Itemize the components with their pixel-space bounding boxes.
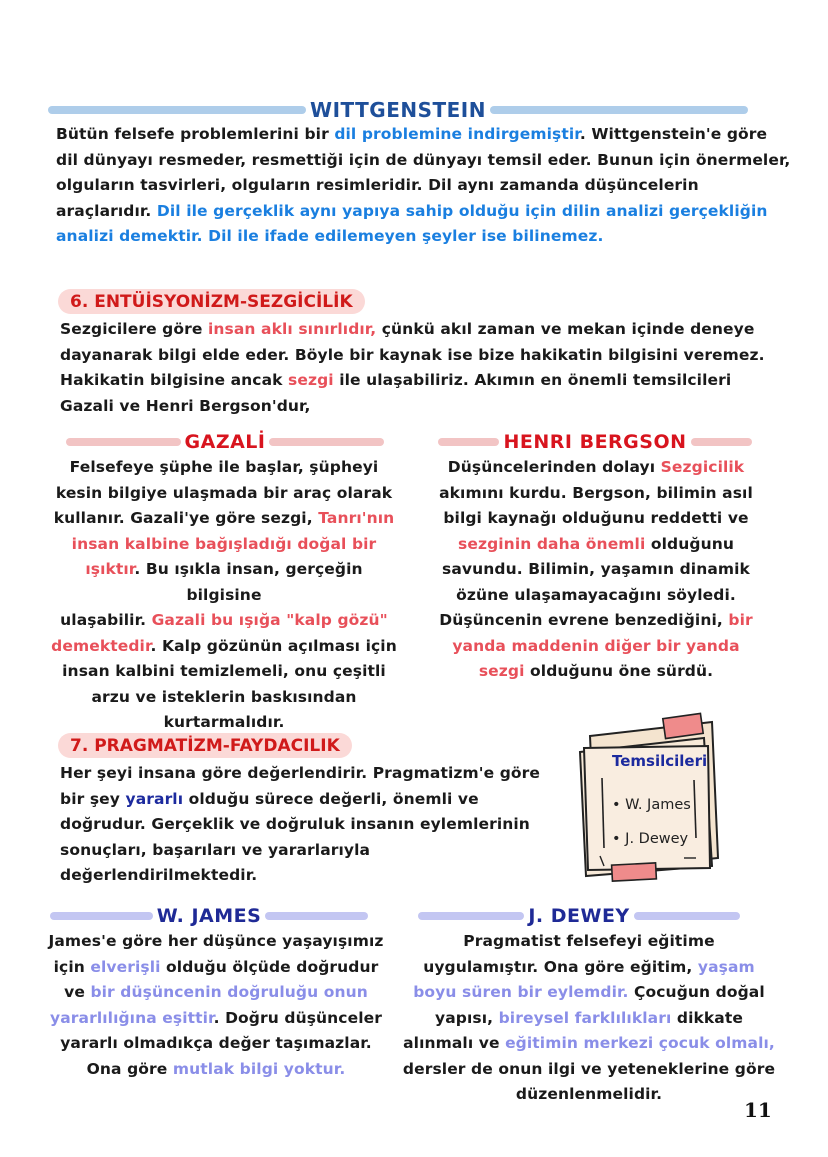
text-line — [56, 122, 796, 148]
james-body — [40, 929, 392, 1082]
text-line — [56, 224, 796, 250]
text-line — [46, 506, 402, 532]
text-line — [60, 863, 560, 889]
text-line — [46, 710, 402, 736]
body-text: çünkü akıl zaman ve mekan içinde deneye — [376, 320, 755, 338]
highlighted-text: bir düşüncenin doğruluğu onun — [90, 983, 368, 1001]
highlighted-text: bir — [728, 611, 753, 629]
text-line — [396, 1057, 782, 1083]
text-line — [40, 1057, 392, 1083]
body-text: . Doğru düşünceler — [213, 1008, 382, 1027]
pragmatism-body — [60, 761, 560, 889]
intuitionism-body — [60, 317, 800, 419]
body-text: savundu. Bilimin, yaşamın dinamik — [442, 560, 750, 578]
body-text: doğrudur. Gerçeklik ve doğruluk insanın eylemlerinin — [60, 815, 530, 833]
text-line — [418, 455, 774, 481]
text-line — [46, 634, 402, 660]
text-line — [396, 1031, 782, 1057]
note-title: Temsilcileri — [612, 752, 708, 770]
body-text: olduğu sürece değerli, önemli ve — [183, 789, 479, 808]
divider — [418, 912, 524, 920]
dewey-header — [418, 905, 740, 927]
divider — [438, 438, 499, 446]
body-text: . Bu ışıkla insan, gerçeğin bilgisine — [134, 560, 363, 604]
text-line — [60, 838, 560, 864]
text-line — [60, 317, 800, 343]
divider — [490, 106, 748, 114]
highlighted-text: yararlılığına eşittir — [50, 1008, 214, 1027]
text-line — [396, 1082, 782, 1108]
highlighted-text: insan aklı sınırlıdır, — [207, 320, 377, 338]
body-text: için — [53, 957, 91, 976]
body-text: Felsefeye şüphe ile başlar, şüpheyi — [69, 458, 379, 476]
body-text: . Wittgenstein'e göre — [579, 125, 768, 143]
james-header — [50, 905, 368, 927]
section-title: HENRI BERGSON — [503, 431, 687, 453]
text-line — [46, 659, 402, 685]
note-list — [612, 788, 691, 856]
representatives-note — [572, 708, 732, 883]
highlighted-text: Tanrı'nın — [318, 509, 395, 527]
text-line — [396, 929, 782, 955]
text-line — [418, 557, 774, 583]
divider — [265, 912, 368, 920]
text-line — [40, 955, 392, 981]
body-text: olduğu ölçüde doğrudur — [160, 957, 379, 976]
text-line — [418, 532, 774, 558]
divider — [269, 438, 384, 446]
bergson-body — [418, 455, 774, 685]
body-text: Ona göre — [86, 1059, 173, 1078]
body-text: arzu ve isteklerin baskısından — [91, 687, 357, 706]
pragmatism-header — [58, 733, 352, 758]
body-text: akımını kurdu. Bergson, bilimin asıl — [439, 483, 753, 502]
body-text: sonuçları, başarıları ve yararlarıyla — [60, 840, 371, 859]
body-text: kullanır. Gazali'ye göre sezgi, — [53, 509, 319, 527]
body-text: Pragmatist felsefeyi eğitime — [463, 932, 715, 950]
text-line — [60, 368, 800, 394]
highlighted-text: Dil ile gerçeklik aynı yapıya sahip olduğu için dilin analizi gerçekliğin — [156, 201, 768, 220]
body-text: ile ulaşabiliriz. Akımın en önemli temsilcileri — [333, 371, 732, 389]
body-text: özüne ulaşamayacağını söyledi. — [456, 585, 736, 604]
text-line — [418, 634, 774, 660]
body-text: kesin bilgiye ulaşmada bir araç olarak — [55, 483, 393, 502]
body-text: Her şeyi insana göre değerlendirir. Pragmatizm'e göre — [60, 764, 541, 782]
highlighted-text: ışıktır — [85, 560, 135, 578]
text-line — [396, 1006, 782, 1032]
body-text: araçlarıdır. — [56, 201, 157, 220]
text-line — [56, 173, 796, 199]
highlighted-text: demektedir — [51, 636, 151, 655]
highlighted-text: Sezgicilik — [660, 458, 745, 476]
body-text: dikkate — [671, 1008, 743, 1027]
divider — [50, 912, 153, 920]
text-line — [60, 761, 560, 787]
highlighted-text: bireysel farklılıkları — [498, 1008, 672, 1027]
text-line — [60, 343, 800, 369]
highlighted-text: insan kalbine bağışladığı doğal bir — [71, 534, 377, 553]
body-text: Sezgicilere göre — [60, 320, 208, 338]
text-line — [60, 812, 560, 838]
page-number: 11 — [744, 1098, 772, 1122]
highlighted-text: sezgi — [288, 371, 334, 389]
section-title: WITTGENSTEIN — [310, 98, 486, 122]
body-text: Düşüncenin evrene benzediğini, — [439, 611, 729, 629]
body-text: olduğunu — [645, 534, 734, 553]
body-text: olduğunu öne sürdü. — [524, 662, 714, 680]
section-title: W. JAMES — [156, 905, 262, 927]
body-text: uygulamıştır. Ona göre eğitim, — [423, 957, 698, 976]
text-line — [56, 199, 796, 225]
text-line — [418, 583, 774, 609]
divider — [691, 438, 752, 446]
highlighted-text: dil problemine indirgemiştir — [334, 125, 580, 143]
body-text: insan kalbini temizlemeli, onu çeşitli — [62, 662, 386, 680]
body-text: Bütün felsefe problemlerini bir — [56, 125, 335, 143]
wittgenstein-body — [56, 122, 796, 250]
text-line — [40, 980, 392, 1006]
text-line — [60, 787, 560, 813]
text-line — [40, 1006, 392, 1032]
text-line — [46, 608, 402, 634]
divider — [48, 106, 306, 114]
intuitionism-header — [58, 289, 365, 314]
divider — [66, 438, 181, 446]
body-text: Hakikatin bilgisine ancak — [60, 371, 289, 389]
text-line — [396, 980, 782, 1006]
body-text: Gazali ve Henri Bergson'dur, — [60, 396, 311, 415]
bergson-header — [438, 431, 752, 453]
highlighted-text: sezgi — [478, 662, 525, 680]
highlighted-text: elverişli — [90, 957, 161, 976]
body-text: değerlendirilmektedir. — [60, 866, 258, 884]
wittgenstein-header — [48, 98, 748, 122]
body-text: bir şey — [60, 789, 126, 808]
body-text: bilgi kaynağı olduğunu reddetti ve — [443, 509, 749, 527]
highlighted-text: boyu süren bir eylemdir. — [413, 983, 629, 1001]
highlighted-text: yararlı — [125, 789, 184, 808]
highlighted-text: yaşam — [697, 957, 755, 976]
body-text: yararlı olmadıkça değer taşımazlar. — [60, 1034, 372, 1052]
section-title: GAZALİ — [184, 431, 266, 453]
body-text: Düşüncelerinden dolayı — [447, 458, 661, 476]
body-text: . Kalp gözünün açılması için — [150, 636, 397, 655]
body-text: dersler de onun ilgi ve yeteneklerine göre — [402, 1059, 776, 1078]
body-text: ve — [64, 983, 91, 1001]
highlighted-text: yanda maddenin diğer bir yanda — [452, 636, 740, 655]
highlighted-text: mutlak bilgi yoktur. — [172, 1059, 346, 1078]
body-text: yapısı, — [435, 1008, 499, 1027]
highlighted-text: sezginin daha önemli — [458, 534, 646, 553]
dewey-body — [396, 929, 782, 1108]
text-line — [60, 394, 800, 420]
text-line — [46, 532, 402, 558]
body-text: dil dünyayı resmeder, resmettiği için de dünyayı temsil eder. Bunun için önermeler, — [56, 150, 791, 169]
body-text: düzenlenmelidir. — [515, 1085, 663, 1103]
gazali-header — [66, 431, 384, 453]
section-title: J. DEWEY — [528, 905, 630, 927]
body-text: ulaşabilir. — [60, 611, 152, 629]
section-title: 7. PRAGMATİZM-FAYDACILIK — [58, 733, 352, 758]
note-item: • J. Dewey — [612, 831, 689, 847]
highlighted-text: Gazali bu ışığa "kalp gözü" — [151, 611, 388, 629]
note-item: • W. James — [612, 797, 691, 813]
text-line — [46, 455, 402, 481]
text-line — [56, 148, 796, 174]
body-text: James'e göre her düşünce yaşayışımız — [48, 932, 384, 950]
highlighted-text: eğitimin merkezi çocuk olmalı, — [505, 1034, 775, 1052]
text-line — [418, 506, 774, 532]
divider — [634, 912, 740, 920]
text-line — [418, 481, 774, 507]
highlighted-text: analizi demektir. Dil ile ifade edilemeyen şeyler ise bilinemez. — [56, 227, 604, 245]
text-line — [40, 1031, 392, 1057]
body-text: kurtarmalıdır. — [163, 713, 285, 731]
body-text: alınmalı ve — [403, 1034, 506, 1052]
body-text: olguların tasvirleri, olguların resimleridir. Dil aynı zamanda düşüncelerin — [56, 176, 699, 194]
text-line — [418, 659, 774, 685]
text-line — [396, 955, 782, 981]
text-line — [40, 929, 392, 955]
section-title: 6. ENTÜİSYONİZM-SEZGİCİLİK — [58, 289, 365, 314]
body-text: dayanarak bilgi elde eder. Böyle bir kaynak ise bize hakikatin bilgisini veremez. — [60, 345, 765, 364]
body-text: Çocuğun doğal — [628, 983, 765, 1001]
text-line — [46, 685, 402, 711]
text-line — [46, 481, 402, 507]
text-line — [46, 557, 402, 608]
gazali-body — [46, 455, 402, 736]
text-line — [418, 608, 774, 634]
